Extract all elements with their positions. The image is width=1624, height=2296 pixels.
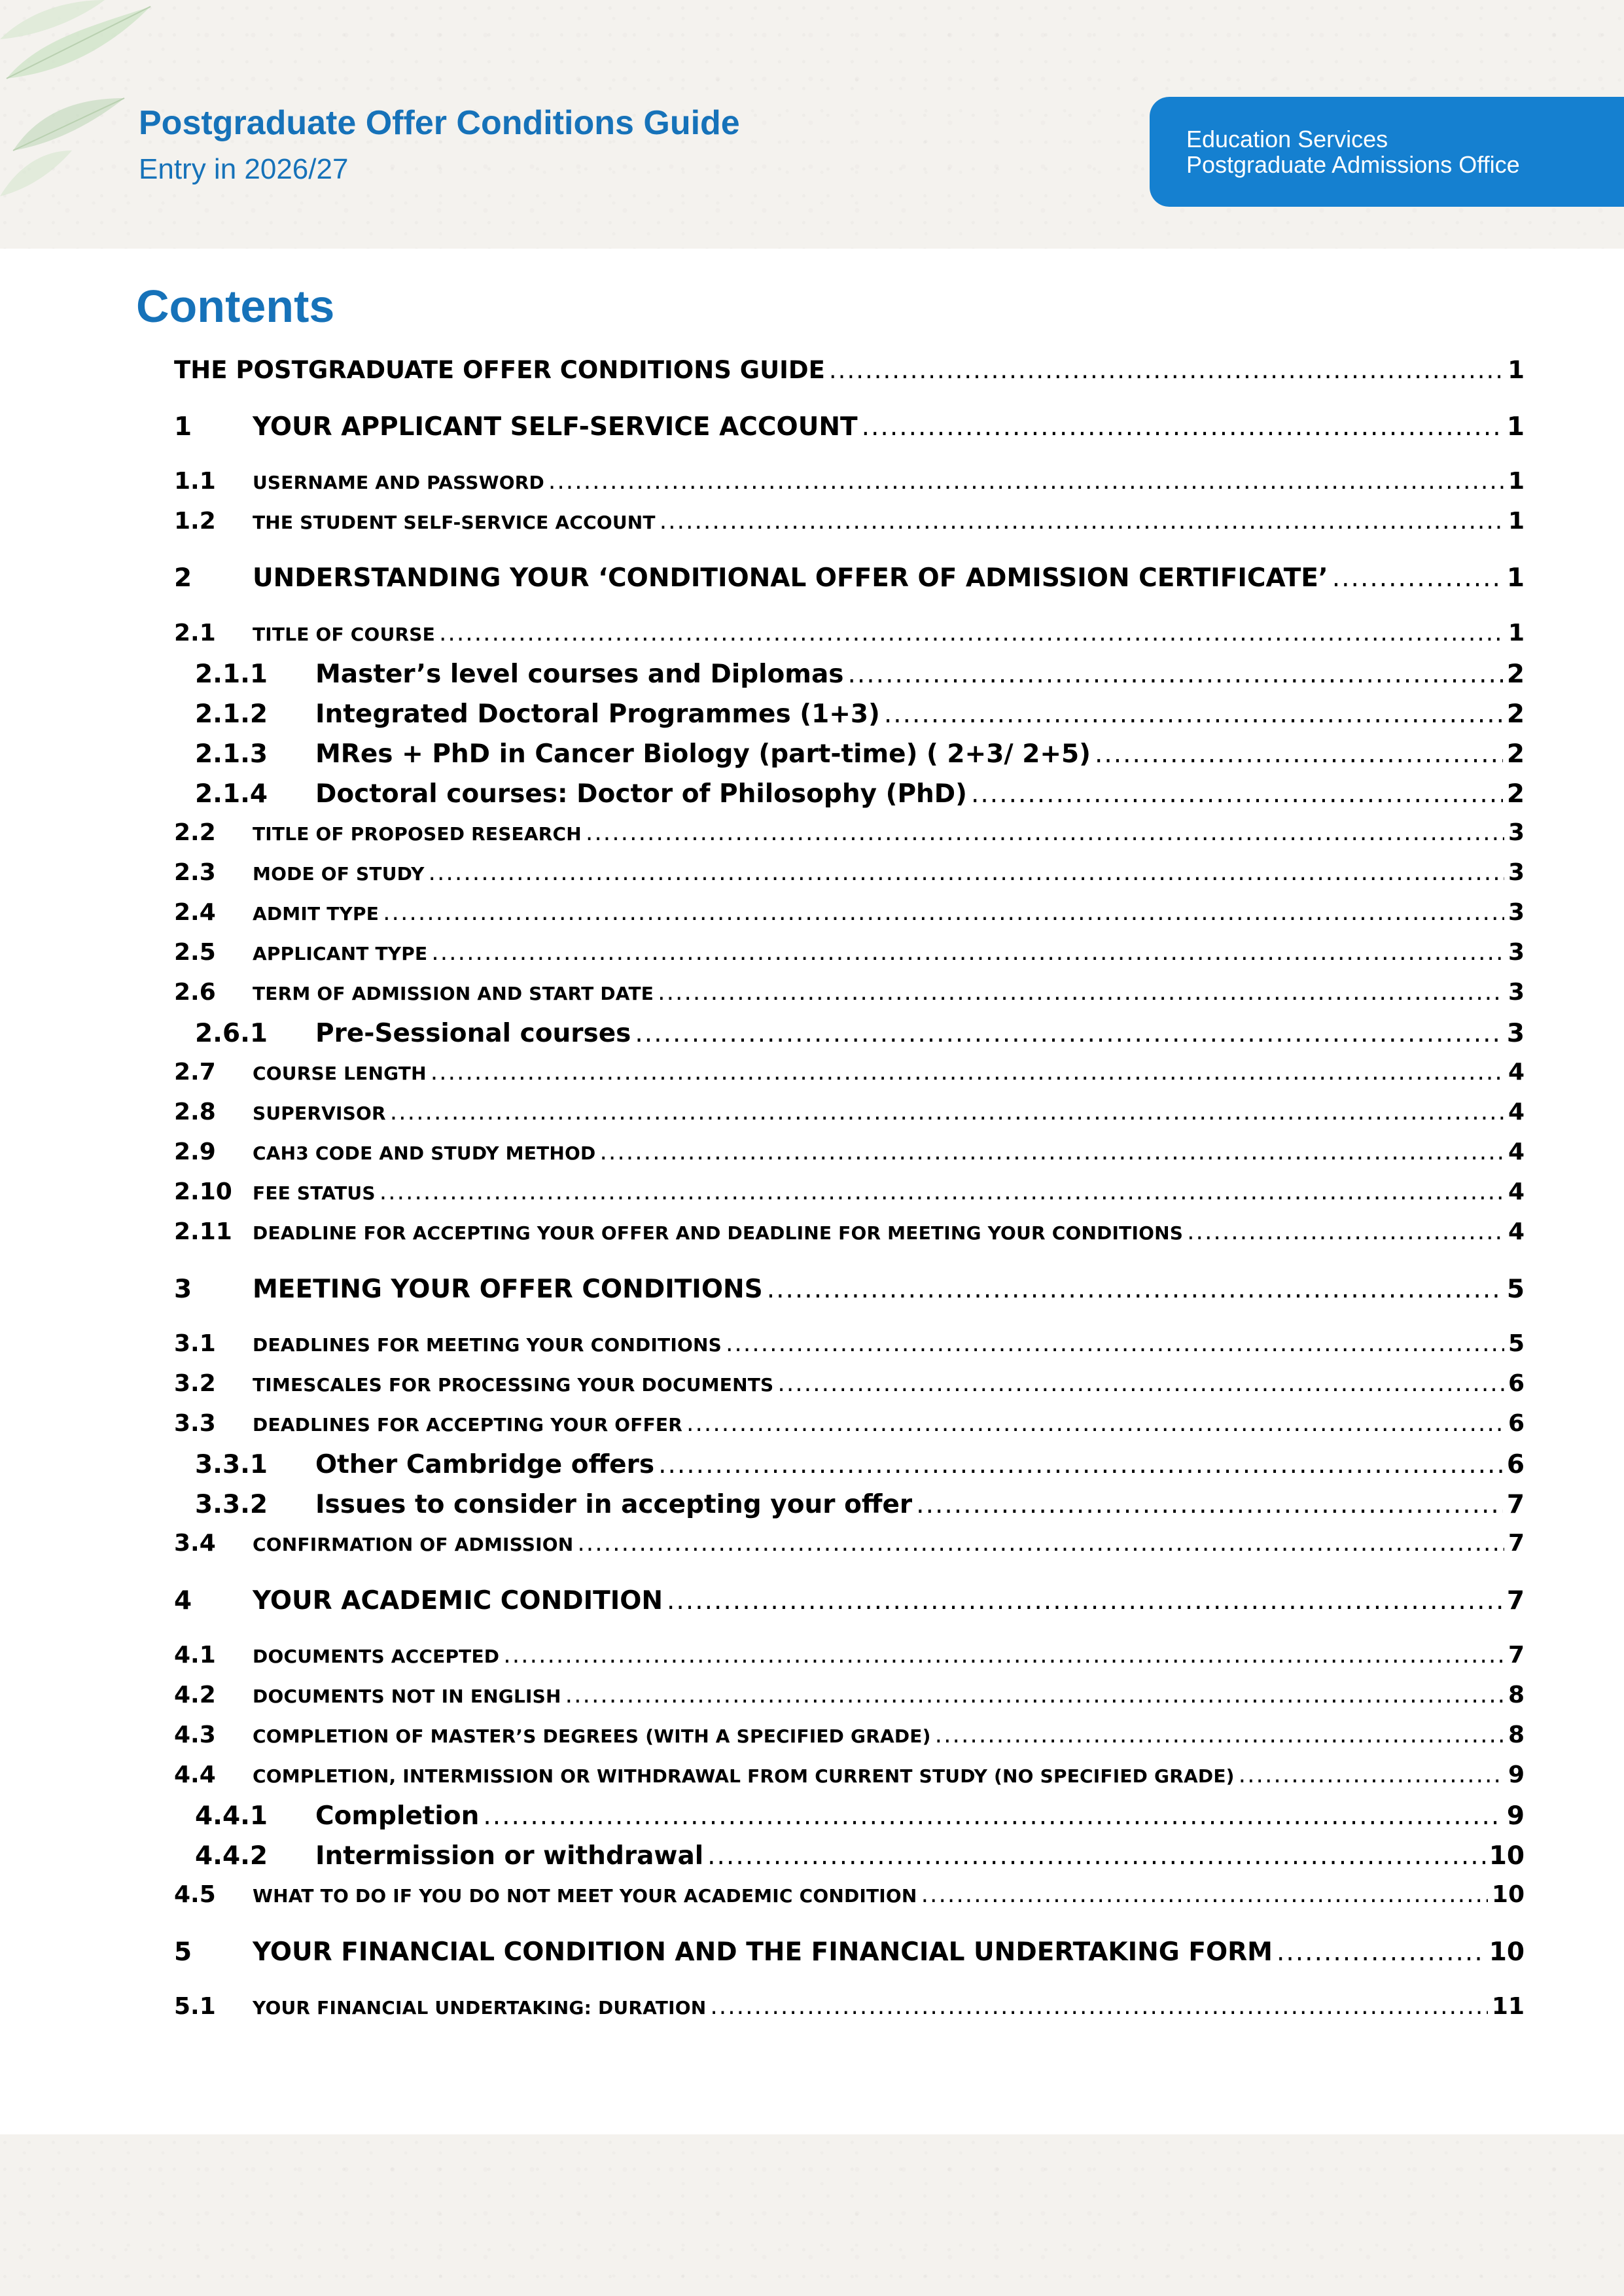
toc-entry-title: YOUR FINANCIAL CONDITION AND THE FINANCIAL UNDERTAKING FORM [253, 1937, 1273, 1967]
toc-entry-title: Intermission or withdrawal [315, 1841, 704, 1871]
toc-page-number: 5 [1508, 1330, 1525, 1357]
toc-entry-title: APPLICANT TYPE [253, 943, 428, 964]
toc-dot-leader [439, 620, 1504, 646]
toc-page-number: 7 [1506, 1586, 1525, 1616]
toc-page-number: 6 [1508, 1410, 1525, 1437]
toc-dot-leader [1239, 1761, 1504, 1788]
toc-entry-number: 2.10 [174, 1178, 232, 1205]
toc-entry-number: 3.4 [174, 1530, 216, 1557]
toc-dot-leader [884, 699, 1503, 729]
toc-dot-leader [667, 1586, 1503, 1616]
toc-page-number: 2 [1506, 660, 1525, 689]
toc-dot-leader [710, 1993, 1488, 2020]
toc-entry-number: 2.9 [174, 1139, 216, 1165]
toc-dot-leader [1095, 739, 1503, 769]
contents-heading: Contents [136, 281, 335, 332]
toc-entry[interactable] [195, 1450, 1525, 1485]
toc-dot-leader [431, 1059, 1504, 1086]
toc-entry-number: 4.4.1 [195, 1801, 268, 1831]
toc-dot-leader [767, 1275, 1503, 1304]
toc-page-number: 7 [1508, 1530, 1525, 1557]
toc-entry[interactable] [174, 1586, 1525, 1621]
toc-page-number: 5 [1506, 1275, 1525, 1304]
toc-dot-leader [383, 899, 1504, 926]
toc-page-number: 3 [1506, 1019, 1525, 1048]
toc-entry-number: 2.5 [174, 939, 216, 966]
toc-page-number: 9 [1506, 1801, 1525, 1831]
toc-entry[interactable] [174, 1059, 1525, 1094]
toc-page-number: 3 [1508, 819, 1525, 846]
toc-entry-title: COMPLETION, INTERMISSION OR WITHDRAWAL FROM CURRENT STUDY (NO SPECIFIED GRADE) [253, 1765, 1235, 1787]
toc-page-number: 3 [1508, 859, 1525, 886]
toc-entry-title: YOUR FINANCIAL UNDERTAKING: DURATION [253, 1997, 707, 2019]
toc-entry[interactable] [174, 899, 1525, 934]
toc-entry[interactable] [174, 1530, 1525, 1565]
toc-entry-number: 2.2 [174, 819, 216, 846]
toc-entry-number: 3.3.1 [195, 1450, 268, 1479]
toc-dot-leader [777, 1370, 1504, 1397]
toc-page-number: 10 [1489, 1937, 1525, 1967]
toc-entry-title: DOCUMENTS ACCEPTED [253, 1646, 500, 1667]
toc-dot-leader [1277, 1937, 1485, 1967]
toc-dot-leader [726, 1330, 1504, 1357]
toc-entry-title: TERM OF ADMISSION AND START DATE [253, 983, 654, 1004]
toc-entry-number: 2.1.2 [195, 699, 268, 729]
toc-entry[interactable] [174, 1881, 1525, 1916]
toc-dot-leader [635, 1019, 1502, 1048]
toc-page-number: 1 [1506, 563, 1525, 593]
toc-dot-leader [862, 412, 1503, 442]
toc-entry-number: 1.2 [174, 508, 216, 535]
toc-entry-title: COURSE LENGTH [253, 1063, 427, 1084]
toc-entry[interactable] [195, 1490, 1525, 1525]
toc-page-number: 2 [1506, 699, 1525, 729]
office-name: Postgraduate Admissions Office [1186, 151, 1520, 178]
toc-entry-title: Other Cambridge offers [315, 1450, 655, 1479]
toc-entry-number: 4.2 [174, 1682, 216, 1708]
toc-page-number: 4 [1508, 1178, 1525, 1205]
toc-dot-leader [916, 1490, 1503, 1519]
toc-dot-leader [660, 508, 1504, 535]
toc-dot-leader [1187, 1218, 1504, 1245]
toc-entry-title: THE STUDENT SELF-SERVICE ACCOUNT [253, 512, 656, 533]
toc-page-number: 10 [1489, 1841, 1525, 1871]
toc-entry-title: YOUR APPLICANT SELF-SERVICE ACCOUNT [253, 412, 858, 442]
toc-page-number: 3 [1508, 899, 1525, 926]
toc-entry-title: CONFIRMATION OF ADMISSION [253, 1534, 574, 1555]
toc-entry-title: DOCUMENTS NOT IN ENGLISH [253, 1686, 561, 1707]
toc-entry-number: 3.1 [174, 1330, 216, 1357]
toc-entry[interactable] [195, 1841, 1525, 1877]
toc-entry-number: 2.1.4 [195, 779, 268, 809]
toc-entry[interactable] [174, 819, 1525, 855]
toc-dot-leader [971, 779, 1503, 809]
toc-dot-leader [390, 1099, 1504, 1125]
toc-dot-leader [921, 1881, 1488, 1908]
toc-entry[interactable] [195, 779, 1525, 815]
toc-dot-leader [565, 1682, 1504, 1708]
toc-entry-number: 2 [174, 563, 192, 593]
toc-entry-title: DEADLINE FOR ACCEPTING YOUR OFFER AND DEADLINE FOR MEETING YOUR CONDITIONS [253, 1222, 1184, 1244]
toc-page-number: 4 [1508, 1139, 1525, 1165]
toc-page-number: 1 [1506, 412, 1525, 442]
toc-entry[interactable] [174, 563, 1525, 599]
toc-entry[interactable] [174, 1370, 1525, 1405]
toc-page-number: 3 [1508, 939, 1525, 966]
toc-entry[interactable] [174, 1218, 1525, 1254]
toc-page-number: 9 [1508, 1761, 1525, 1788]
toc-entry-title: TITLE OF PROPOSED RESEARCH [253, 823, 582, 845]
toc-entry-title: MRes + PhD in Cancer Biology (part-time) ( 2+3/ 2+5) [315, 739, 1091, 769]
toc-entry-title: THE POSTGRADUATE OFFER CONDITIONS GUIDE [174, 356, 825, 384]
toc-entry-title: USERNAME AND PASSWORD [253, 472, 544, 493]
toc-entry-number: 4.5 [174, 1881, 216, 1908]
toc-entry[interactable] [174, 1139, 1525, 1174]
toc-entry-title: TITLE OF COURSE [253, 624, 435, 645]
toc-page-number: 6 [1508, 1370, 1525, 1397]
toc-dot-leader [503, 1642, 1504, 1669]
toc-entry[interactable] [174, 1410, 1525, 1445]
toc-entry-title: MEETING YOUR OFFER CONDITIONS [253, 1275, 763, 1304]
toc-dot-leader [586, 819, 1504, 846]
toc-dot-leader [429, 859, 1504, 886]
toc-page-number: 6 [1506, 1450, 1525, 1479]
toc-dot-leader [599, 1139, 1504, 1165]
toc-entry[interactable] [174, 979, 1525, 1014]
toc-entry-title: YOUR ACADEMIC CONDITION [253, 1586, 663, 1616]
toc-page-number: 4 [1508, 1059, 1525, 1086]
toc-entry-number: 2.1.3 [195, 739, 268, 769]
toc-entry[interactable] [174, 1993, 1525, 2028]
toc-entry-number: 2.3 [174, 859, 216, 886]
toc-entry-number: 2.1 [174, 620, 216, 646]
toc-page-number: 1 [1508, 620, 1525, 646]
toc-entry[interactable] [174, 1275, 1525, 1310]
toc-dot-leader [707, 1841, 1485, 1871]
toc-entry-title: Completion [315, 1801, 480, 1831]
toc-page-number: 7 [1508, 1642, 1525, 1669]
toc-entry-number: 4.4.2 [195, 1841, 268, 1871]
toc-page-number: 7 [1506, 1490, 1525, 1519]
toc-entry-number: 3.3 [174, 1410, 216, 1437]
toc-entry-number: 2.1.1 [195, 660, 268, 689]
department-name: Education Services [1186, 126, 1388, 152]
toc-entry[interactable] [174, 859, 1525, 894]
toc-page-number: 4 [1508, 1218, 1525, 1245]
toc-page-number: 1 [1508, 508, 1525, 535]
toc-entry-title: TIMESCALES FOR PROCESSING YOUR DOCUMENTS [253, 1374, 774, 1396]
toc-page-number: 8 [1508, 1722, 1525, 1748]
toc-entry-number: 3.2 [174, 1370, 216, 1397]
toc-dot-leader [577, 1530, 1504, 1557]
toc-page-number: 8 [1508, 1682, 1525, 1708]
toc-entry-number: 4 [174, 1586, 192, 1616]
toc-entry-title: SUPERVISOR [253, 1103, 386, 1124]
toc-page-number: 10 [1491, 1881, 1525, 1908]
toc-entry-number: 1.1 [174, 468, 216, 495]
toc-entry[interactable] [174, 1682, 1525, 1717]
toc-dot-leader [847, 660, 1502, 689]
toc-entry-number: 4.1 [174, 1642, 216, 1669]
toc-entry[interactable] [174, 1330, 1525, 1366]
toc-entry-number: 5.1 [174, 1993, 216, 2020]
toc-entry-number: 4.3 [174, 1722, 216, 1748]
toc-entry[interactable] [174, 1178, 1525, 1214]
toc-entry-title: Master’s level courses and Diplomas [315, 660, 844, 689]
toc-entry-number: 2.6.1 [195, 1019, 268, 1048]
toc-entry[interactable] [195, 1801, 1525, 1837]
toc-entry[interactable] [174, 412, 1525, 448]
toc-entry-number: 2.6 [174, 979, 216, 1006]
toc-dot-leader [658, 979, 1504, 1006]
toc-entry[interactable] [174, 1722, 1525, 1757]
toc-page-number: 1 [1508, 356, 1525, 384]
toc-entry[interactable] [174, 356, 1525, 391]
toc-entry[interactable] [195, 660, 1525, 695]
toc-entry-number: 3.3.2 [195, 1490, 268, 1519]
toc-dot-leader [686, 1410, 1504, 1437]
toc-entry[interactable] [195, 699, 1525, 735]
toc-entry[interactable] [174, 508, 1525, 543]
toc-entry-title: Pre-Sessional courses [315, 1019, 631, 1048]
toc-entry-number: 2.4 [174, 899, 216, 926]
toc-page-number: 11 [1491, 1993, 1525, 2020]
toc-dot-leader [935, 1722, 1504, 1748]
toc-page-number: 1 [1508, 468, 1525, 495]
toc-entry-number: 2.7 [174, 1059, 216, 1086]
toc-entry[interactable] [174, 620, 1525, 655]
toc-entry-title: ADMIT TYPE [253, 903, 380, 925]
footer-band [0, 2134, 1624, 2296]
toc-entry-title: MODE OF STUDY [253, 863, 425, 885]
toc-page-number: 4 [1508, 1099, 1525, 1125]
toc-entry-number: 2.8 [174, 1099, 216, 1125]
toc-entry[interactable] [174, 468, 1525, 503]
toc-entry[interactable] [195, 1019, 1525, 1054]
toc-dot-leader [483, 1801, 1503, 1831]
toc-entry-title: Issues to consider in accepting your offer [315, 1490, 913, 1519]
toc-page-number: 2 [1506, 779, 1525, 809]
toc-entry-title: Doctoral courses: Doctor of Philosophy (PhD) [315, 779, 967, 809]
toc-entry-title: Integrated Doctoral Programmes (1+3) [315, 699, 880, 729]
toc-entry-title: DEADLINES FOR ACCEPTING YOUR OFFER [253, 1414, 683, 1436]
toc-entry-title: COMPLETION OF MASTER’S DEGREES (WITH A SPECIFIED GRADE) [253, 1725, 931, 1747]
document-title: Postgraduate Offer Conditions Guide [139, 104, 740, 142]
toc-page-number: 2 [1506, 739, 1525, 769]
toc-entry[interactable] [174, 1642, 1525, 1677]
toc-dot-leader [431, 939, 1504, 966]
toc-entry-title: UNDERSTANDING YOUR ‘CONDITIONAL OFFER OF ADMISSION CERTIFICATE’ [253, 563, 1328, 593]
toc-entry[interactable] [174, 939, 1525, 974]
toc-entry-number: 3 [174, 1275, 192, 1304]
toc-entry[interactable] [174, 1761, 1525, 1797]
toc-dot-leader [380, 1178, 1504, 1205]
document-subtitle: Entry in 2026/27 [139, 153, 349, 185]
toc-entry-number: 5 [174, 1937, 192, 1967]
toc-entry-number: 1 [174, 412, 192, 442]
toc-entry-number: 4.4 [174, 1761, 216, 1788]
toc-entry-title: WHAT TO DO IF YOU DO NOT MEET YOUR ACADEMIC CONDITION [253, 1885, 917, 1907]
toc-entry-number: 2.11 [174, 1218, 232, 1245]
toc-entry-title: FEE STATUS [253, 1182, 376, 1204]
toc-dot-leader [829, 356, 1504, 384]
toc-dot-leader [658, 1450, 1503, 1479]
toc-entry[interactable] [195, 739, 1525, 775]
toc-entry[interactable] [174, 1099, 1525, 1134]
toc-page-number: 3 [1508, 979, 1525, 1006]
toc-dot-leader [1332, 563, 1503, 593]
toc-dot-leader [548, 468, 1504, 495]
toc-entry-title: CAH3 CODE AND STUDY METHOD [253, 1142, 596, 1164]
toc-entry[interactable] [174, 1937, 1525, 1973]
toc-entry-title: DEADLINES FOR MEETING YOUR CONDITIONS [253, 1334, 722, 1356]
